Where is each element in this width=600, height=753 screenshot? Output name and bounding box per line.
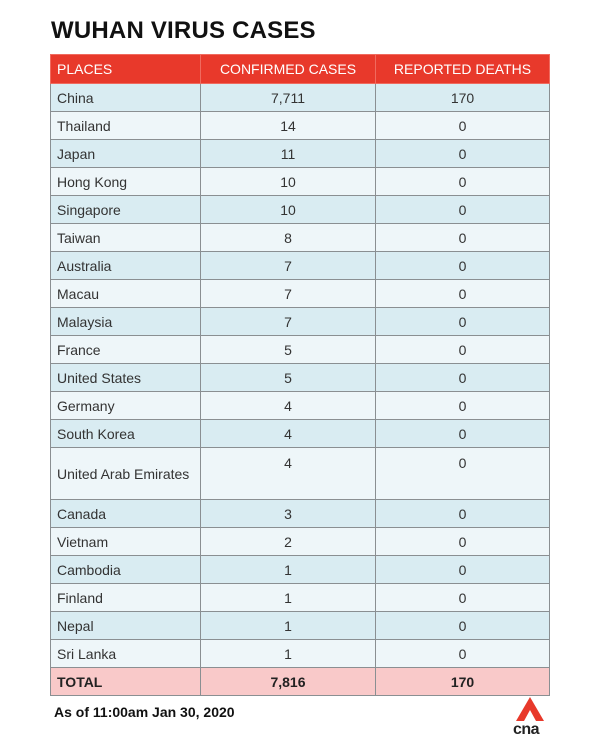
cell-place: Nepal [51,612,201,640]
header-reported-deaths: REPORTED DEATHS [376,55,550,84]
cell-place: Thailand [51,112,201,140]
cell-deaths: 0 [376,448,550,500]
cell-deaths: 0 [376,224,550,252]
cell-confirmed: 10 [201,196,376,224]
cell-confirmed: 4 [201,420,376,448]
cell-deaths: 0 [376,308,550,336]
cell-place: Sri Lanka [51,640,201,668]
cell-confirmed: 5 [201,336,376,364]
cell-place: Malaysia [51,308,201,336]
cell-deaths: 0 [376,336,550,364]
table-row [51,280,550,308]
cell-place: Hong Kong [51,168,201,196]
table-row [51,308,550,336]
cell-place: United Arab Emirates [51,448,201,500]
cell-place: Macau [51,280,201,308]
table-row [51,392,550,420]
total-label: TOTAL [51,668,201,696]
cell-deaths: 0 [376,612,550,640]
cell-place: Germany [51,392,201,420]
total-deaths: 170 [376,668,550,696]
table-row [51,336,550,364]
cell-confirmed: 8 [201,224,376,252]
table-row [51,528,550,556]
table-row [51,612,550,640]
cell-confirmed: 7 [201,252,376,280]
cell-place: Australia [51,252,201,280]
table-row [51,112,550,140]
cell-deaths: 0 [376,112,550,140]
table-row [51,556,550,584]
total-row [51,668,550,696]
cell-confirmed: 1 [201,556,376,584]
cell-place: France [51,336,201,364]
cell-deaths: 0 [376,640,550,668]
cell-confirmed: 1 [201,584,376,612]
cell-confirmed: 1 [201,640,376,668]
cell-confirmed: 7 [201,280,376,308]
cna-logo-text: cna [513,721,540,738]
as-of-timestamp: As of 11:00am Jan 30, 2020 [54,704,235,720]
cell-confirmed: 10 [201,168,376,196]
table-row [51,252,550,280]
table-row [51,584,550,612]
table-row [51,500,550,528]
table-row [51,196,550,224]
cell-deaths: 0 [376,280,550,308]
cna-logo-icon [512,697,548,723]
cell-deaths: 0 [376,500,550,528]
cell-confirmed: 11 [201,140,376,168]
cell-deaths: 0 [376,140,550,168]
cell-place: China [51,84,201,112]
cell-confirmed: 4 [201,392,376,420]
table-body [51,84,550,696]
table-row [51,168,550,196]
table-row [51,448,550,500]
table-row [51,140,550,168]
cell-deaths: 0 [376,392,550,420]
table-row [51,84,550,112]
cell-place: Cambodia [51,556,201,584]
cell-place: Canada [51,500,201,528]
cell-deaths: 0 [376,420,550,448]
header-confirmed-cases: CONFIRMED CASES [201,55,376,84]
cell-place: Taiwan [51,224,201,252]
table-row [51,640,550,668]
cell-place: Vietnam [51,528,201,556]
table-row [51,364,550,392]
cell-deaths: 0 [376,556,550,584]
cell-confirmed: 1 [201,612,376,640]
cell-place: South Korea [51,420,201,448]
cell-place: Singapore [51,196,201,224]
cell-confirmed: 7,711 [201,84,376,112]
cell-place: Finland [51,584,201,612]
cell-confirmed: 3 [201,500,376,528]
cell-confirmed: 14 [201,112,376,140]
page-title: WUHAN VIRUS CASES [51,17,316,44]
cell-place: Japan [51,140,201,168]
cell-confirmed: 7 [201,308,376,336]
table-row [51,224,550,252]
cell-deaths: 0 [376,364,550,392]
total-confirmed: 7,816 [201,668,376,696]
cell-deaths: 0 [376,196,550,224]
header-places: PLACES [51,55,201,84]
cell-confirmed: 2 [201,528,376,556]
cell-place: United States [51,364,201,392]
cell-deaths: 0 [376,584,550,612]
cell-confirmed: 5 [201,364,376,392]
cell-deaths: 0 [376,528,550,556]
cell-deaths: 0 [376,168,550,196]
cell-deaths: 170 [376,84,550,112]
table-header-row [51,55,550,84]
cell-confirmed: 4 [201,448,376,500]
cell-deaths: 0 [376,252,550,280]
cases-table [50,54,550,696]
table-row [51,420,550,448]
